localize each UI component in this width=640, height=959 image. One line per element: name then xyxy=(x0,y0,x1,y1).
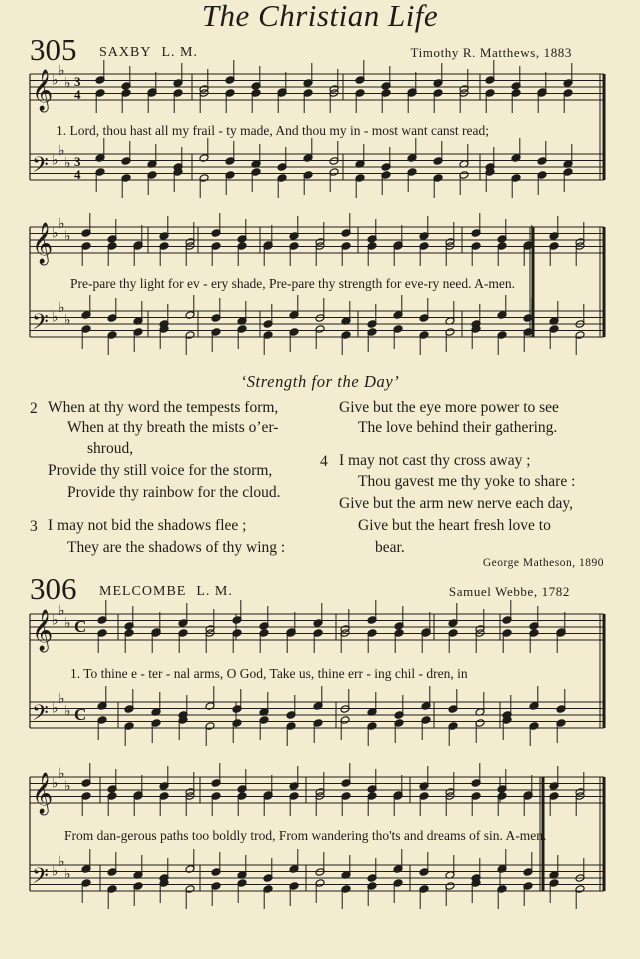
verse-line: When at thy word the tempests form, xyxy=(48,399,279,416)
poem-author: George Matheson, 1890 xyxy=(482,557,604,569)
flat-sign: ♭ xyxy=(52,700,59,717)
flat-sign: ♭ xyxy=(64,312,71,329)
flat-sign: ♭ xyxy=(52,72,59,89)
flat-sign: ♭ xyxy=(64,866,71,883)
flat-sign: ♭ xyxy=(58,854,65,870)
time-signature: 4 xyxy=(74,87,81,102)
flat-sign: ♭ xyxy=(58,143,65,159)
verse-line: I may not bid the shadows flee ; xyxy=(48,517,247,534)
tune-label: SAXBY xyxy=(99,45,152,60)
time-signature: 3 xyxy=(74,74,81,89)
flat-sign: ♭ xyxy=(52,775,59,792)
verse-line: shroud, xyxy=(87,440,134,457)
flat-sign: ♭ xyxy=(52,225,59,242)
verse-line: Provide thy rainbow for the cloud. xyxy=(67,484,281,501)
verse-line: Provide thy still voice for the storm, xyxy=(48,462,273,479)
bass-clef-icon: 𝄢 xyxy=(32,864,49,894)
bass-clef-icon: 𝄢 xyxy=(32,153,49,183)
flat-sign: ♭ xyxy=(64,615,71,632)
bass-clef-icon: 𝄢 xyxy=(32,701,49,731)
hymn-number: 305 xyxy=(30,32,77,67)
bass-clef-icon: 𝄢 xyxy=(32,310,49,340)
tune-label: MELCOMBE xyxy=(99,584,187,599)
verse-line: They are the shadows of thy wing : xyxy=(67,539,286,556)
flat-sign: ♭ xyxy=(52,152,59,169)
verse-line: bear. xyxy=(375,539,405,556)
poem-title: ‘Strength for the Day’ xyxy=(240,372,400,391)
composer-credit: Samuel Webbe, 1782 xyxy=(448,584,570,599)
meter-label: L. M. xyxy=(196,584,233,599)
treble-clef-icon: 𝄞 xyxy=(32,610,54,651)
verse-number: 3 xyxy=(30,518,38,535)
flat-sign: ♭ xyxy=(64,75,71,92)
verse-line: Give but the heart fresh love to xyxy=(358,517,551,534)
flat-sign: ♭ xyxy=(58,766,65,782)
lyrics-line: From dan-gerous paths too boldly trod, From wandering tho'ts and dreams of sin. A-men. xyxy=(64,828,547,843)
verse-number: 4 xyxy=(320,453,328,470)
treble-clef-icon: 𝄞 xyxy=(32,773,54,814)
verse-line: Give but the eye more power to see xyxy=(339,399,559,416)
time-signature: 3 xyxy=(74,154,81,169)
lyrics-line: 1. To thine e - ter - nal arms, O God, Take us, thine err - ing chil - dren, in xyxy=(70,666,468,681)
flat-sign: ♭ xyxy=(52,863,59,880)
lyrics-line: Pre-pare thy light for ev - ery shade, Pre-pare thy strength for eve-ry need. A-men. xyxy=(70,276,515,291)
flat-sign: ♭ xyxy=(58,300,65,316)
tune-name xyxy=(99,45,198,61)
time-signature: C xyxy=(74,705,87,724)
flat-sign: ♭ xyxy=(64,703,71,720)
verse-line: Give but the arm new nerve each day, xyxy=(339,495,573,512)
verse-line: When at thy breath the mists o’er- xyxy=(67,419,279,436)
hymn-number: 306 xyxy=(30,571,77,606)
page-title: The Christian Life xyxy=(201,0,439,33)
lyrics-line: 1. Lord, thou hast all my frail - ty made, And thou my in - most want canst read; xyxy=(56,123,490,138)
verse-line: I may not cast thy cross away ; xyxy=(339,452,531,469)
flat-sign: ♭ xyxy=(58,691,65,707)
flat-sign: ♭ xyxy=(58,216,65,232)
verse-line: Thou gavest me thy yoke to share : xyxy=(358,473,576,490)
flat-sign: ♭ xyxy=(58,63,65,79)
treble-clef-icon: 𝄞 xyxy=(32,223,54,264)
meter-label: L. M. xyxy=(161,45,198,60)
flat-sign: ♭ xyxy=(64,778,71,795)
verse-line: The love behind their gathering. xyxy=(358,419,558,436)
composer-credit: Timothy R. Matthews, 1883 xyxy=(410,45,572,60)
treble-clef-icon: 𝄞 xyxy=(32,70,54,111)
tune-name xyxy=(99,584,233,600)
time-signature: C xyxy=(74,617,87,636)
flat-sign: ♭ xyxy=(58,603,65,619)
verse-number: 2 xyxy=(30,400,38,417)
flat-sign: ♭ xyxy=(52,612,59,629)
flat-sign: ♭ xyxy=(64,228,71,245)
time-signature: 4 xyxy=(74,167,81,182)
flat-sign: ♭ xyxy=(52,309,59,326)
flat-sign: ♭ xyxy=(64,155,71,172)
